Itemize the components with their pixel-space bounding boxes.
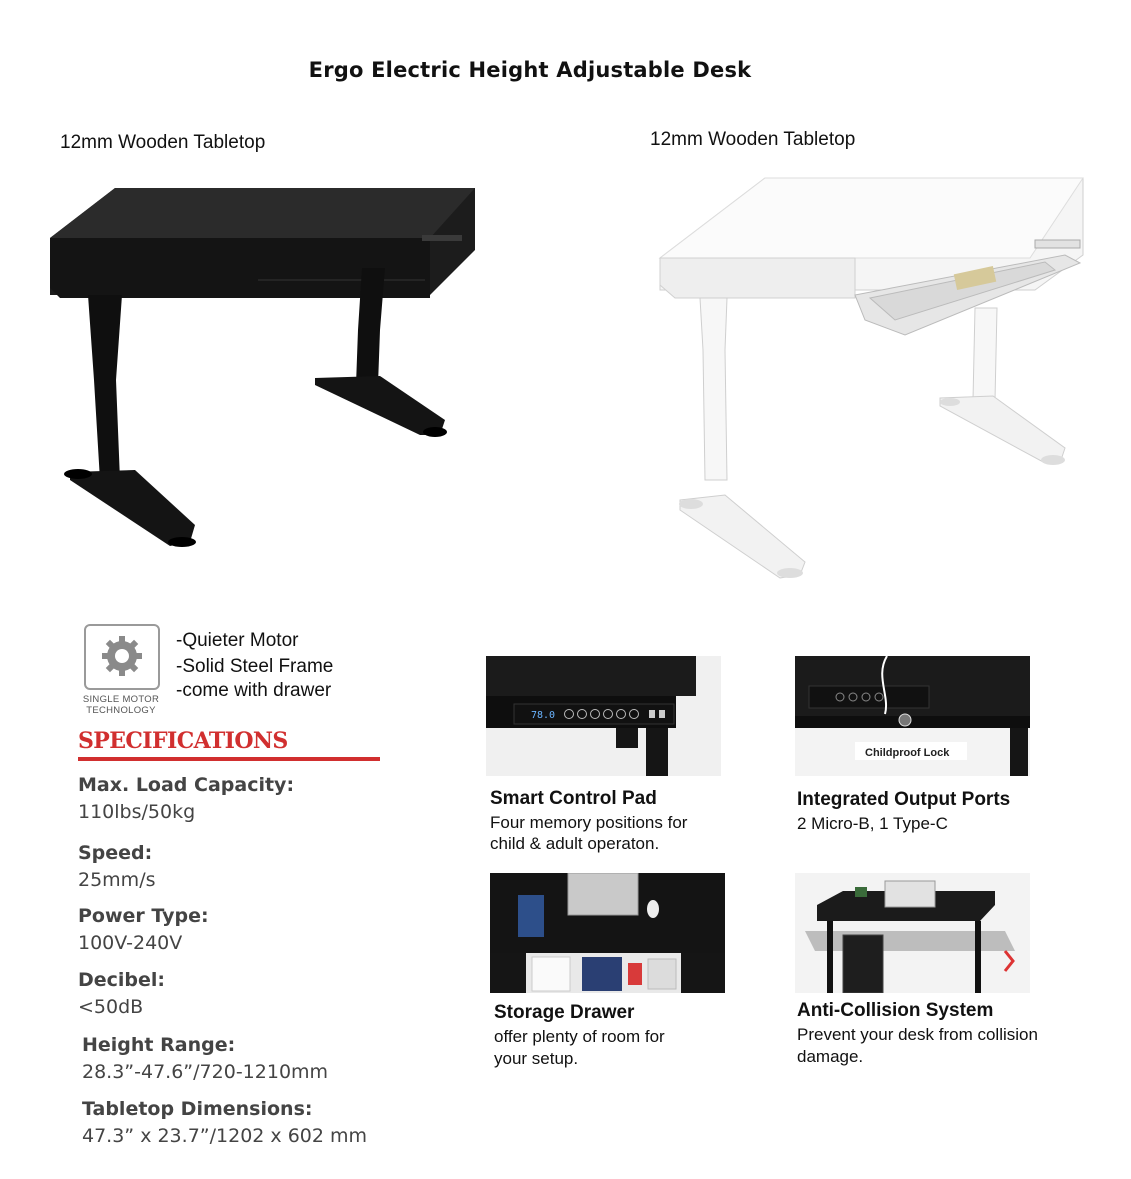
spec-label: Speed: [78, 842, 153, 864]
single-motor-badge [84, 624, 160, 690]
storage-drawer-image [490, 873, 725, 993]
control-pad-image [486, 656, 721, 776]
highlight-item: -Solid Steel Frame [176, 656, 334, 677]
feature-text: child & adult operaton. [490, 834, 660, 853]
highlight-item: -come with drawer [176, 680, 332, 701]
black-desk-image [40, 180, 490, 555]
product-caption-white: 12mm Wooden Tabletop [650, 129, 856, 150]
white-desk-image [605, 170, 1095, 585]
product-caption-black: 12mm Wooden Tabletop [60, 132, 266, 153]
specifications-heading: SPECIFICATIONS [78, 728, 288, 754]
spec-label: Decibel: [78, 969, 166, 991]
spec-value: <50dB [78, 996, 144, 1018]
spec-label: Tabletop Dimensions: [82, 1098, 313, 1120]
feature-text: Prevent your desk from collision [797, 1025, 1038, 1044]
feature-text: offer plenty of room for [494, 1027, 665, 1046]
control-panel-display: 78.0 [531, 710, 556, 721]
page-title: Ergo Electric Height Adjustable Desk [308, 58, 752, 82]
spec-value: 25mm/s [78, 869, 156, 891]
feature-text: Four memory positions for [490, 813, 688, 832]
spec-label: Max. Load Capacity: [78, 774, 295, 796]
feature-text: your setup. [494, 1049, 579, 1068]
spec-value: 28.3”-47.6”/720-1210mm [82, 1061, 329, 1083]
specifications-divider [78, 757, 380, 761]
motor-badge-label: SINGLE MOTOR TECHNOLOGY [82, 694, 160, 716]
feature-title: Integrated Output Ports [797, 789, 1011, 810]
feature-title: Storage Drawer [494, 1002, 635, 1023]
feature-title: Smart Control Pad [490, 788, 657, 809]
spec-value: 47.3” x 23.7”/1202 x 602 mm [82, 1125, 368, 1147]
feature-text: 2 Micro-B, 1 Type-C [797, 814, 948, 833]
spec-value: 100V-240V [78, 932, 183, 954]
anti-collision-image [795, 873, 1030, 993]
output-ports-image [795, 656, 1030, 776]
childproof-lock-callout: Childproof Lock [865, 747, 950, 759]
spec-label: Power Type: [78, 905, 209, 927]
gear-icon [86, 634, 158, 678]
feature-text: damage. [797, 1047, 864, 1066]
feature-title: Anti-Collision System [797, 1000, 994, 1021]
spec-label: Height Range: [82, 1034, 236, 1056]
highlight-item: -Quieter Motor [176, 630, 299, 651]
spec-value: 110lbs/50kg [78, 801, 196, 823]
